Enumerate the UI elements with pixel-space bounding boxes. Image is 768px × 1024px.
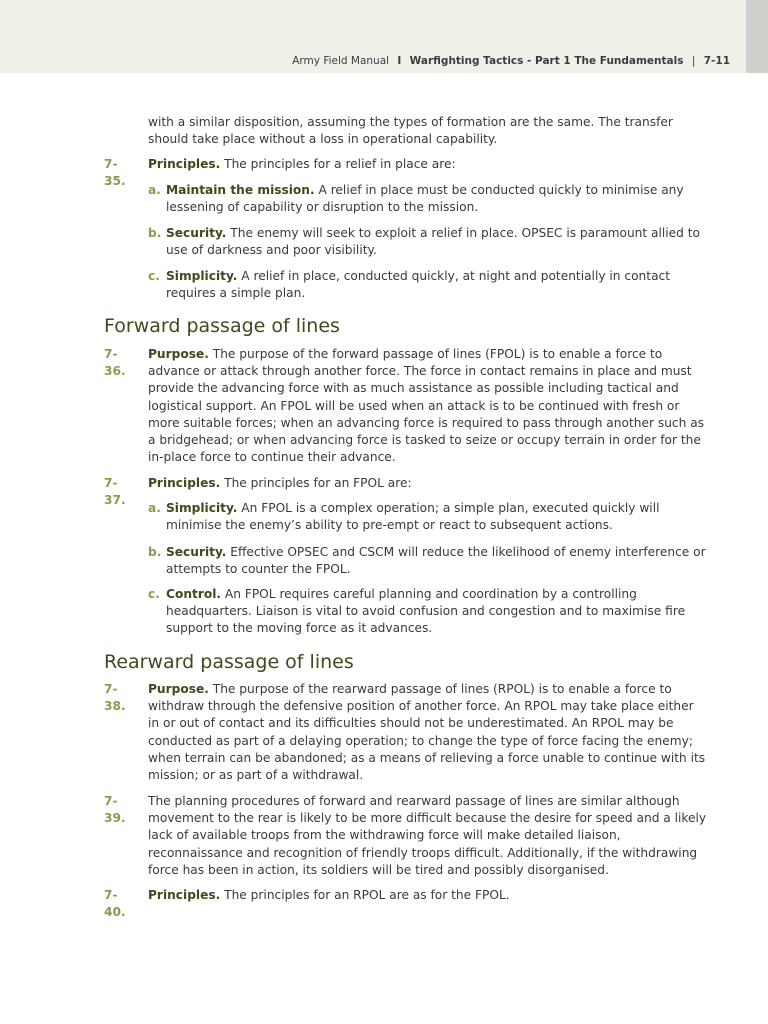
page-number: 7-11 <box>703 55 730 67</box>
page-edge-tab <box>746 0 768 73</box>
manual-name: Army Field Manual <box>292 55 390 67</box>
header-divider: I <box>397 55 402 67</box>
para-number: 7-35. <box>104 157 126 189</box>
section-heading-rearward: Rearward passage of lines <box>104 651 354 673</box>
running-head <box>292 55 730 67</box>
chapter-title: Warfighting Tactics - Part 1 The Fundamentals <box>409 55 684 67</box>
section-heading-forward: Forward passage of lines <box>104 315 340 337</box>
header-bar: | <box>691 55 696 67</box>
para-term: Principles. <box>148 157 221 171</box>
